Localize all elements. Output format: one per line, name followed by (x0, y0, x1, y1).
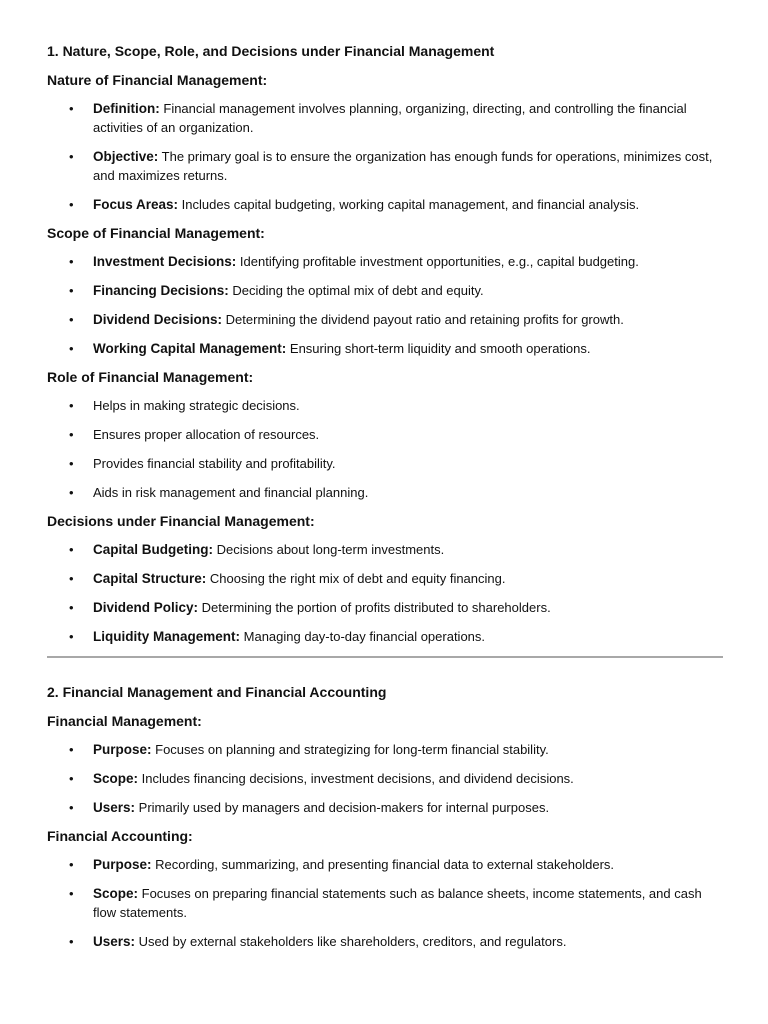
decisions-list (47, 540, 723, 646)
fm-heading: Financial Management: (47, 713, 202, 729)
item-text: Deciding the optimal mix of debt and equity. (232, 283, 484, 298)
list-item (47, 339, 723, 358)
item-text: Includes capital budgeting, working capital management, and financial analysis. (181, 197, 640, 212)
section-2-title: 2. Financial Management and Financial Accounting (47, 684, 387, 700)
list-item (47, 396, 723, 415)
list-item (47, 598, 723, 617)
item-term: Users: (93, 800, 136, 815)
list-item (47, 252, 723, 271)
bullet-icon: • (69, 341, 74, 356)
item-text: Identifying profitable investment opportunities, e.g., capital budgeting. (239, 254, 639, 269)
item-text: Used by external stakeholders like shareholders, creditors, and regulators. (138, 934, 567, 949)
list-item (47, 740, 723, 759)
nature-heading: Nature of Financial Management: (47, 72, 268, 88)
item-text: Focuses on preparing financial statements such as balance sheets, income statements, and cash flow statements. (93, 886, 702, 920)
bullet-icon: • (69, 542, 74, 557)
bullet-icon: • (69, 771, 74, 786)
list-item (47, 147, 723, 185)
item-text: The primary goal is to ensure the organization has enough funds for operations, minimizes cost, and maximizes returns. (93, 149, 713, 183)
list-item (47, 281, 723, 300)
bullet-icon: • (69, 571, 74, 586)
bullet-icon: • (69, 485, 74, 500)
item-term: Users: (93, 934, 136, 949)
item-term: Investment Decisions: (93, 254, 237, 269)
list-item (47, 425, 723, 444)
list-item (47, 99, 723, 137)
item-text: Determining the dividend payout ratio and retaining profits for growth. (225, 312, 624, 327)
role-list (47, 396, 723, 502)
item-text: Financial management involves planning, organizing, directing, and controlling the financial activities of an organization. (93, 101, 687, 135)
bullet-icon: • (69, 629, 74, 644)
list-item (47, 310, 723, 329)
bullet-icon: • (69, 283, 74, 298)
list-item (47, 569, 723, 588)
item-term: Capital Budgeting: (93, 542, 213, 557)
section-divider (47, 656, 723, 658)
bullet-icon: • (69, 886, 74, 901)
item-term: Objective: (93, 149, 159, 164)
item-text: Aids in risk management and financial planning. (93, 485, 369, 500)
item-text: Includes financing decisions, investment decisions, and dividend decisions. (141, 771, 574, 786)
item-text: Primarily used by managers and decision-makers for internal purposes. (138, 800, 550, 815)
item-text: Choosing the right mix of debt and equity financing. (209, 571, 506, 586)
scope-list (47, 252, 723, 358)
item-text: Ensures proper allocation of resources. (93, 427, 320, 442)
list-item (47, 454, 723, 473)
fm-list (47, 740, 723, 817)
bullet-icon: • (69, 456, 74, 471)
item-term: Focus Areas: (93, 197, 179, 212)
bullet-icon: • (69, 934, 74, 949)
bullet-icon: • (69, 742, 74, 757)
bullet-icon: • (69, 254, 74, 269)
list-item (47, 769, 723, 788)
item-term: Purpose: (93, 857, 152, 872)
bullet-icon: • (69, 101, 74, 116)
item-term: Scope: (93, 771, 139, 786)
item-term: Financing Decisions: (93, 283, 229, 298)
list-item (47, 627, 723, 646)
item-text: Helps in making strategic decisions. (93, 398, 300, 413)
item-term: Purpose: (93, 742, 152, 757)
item-text: Decisions about long-term investments. (216, 542, 445, 557)
fa-list (47, 855, 723, 951)
list-item (47, 855, 723, 874)
section-1-title: 1. Nature, Scope, Role, and Decisions under Financial Management (47, 43, 495, 59)
item-text: Determining the portion of profits distributed to shareholders. (201, 600, 551, 615)
list-item (47, 540, 723, 559)
bullet-icon: • (69, 427, 74, 442)
list-item (47, 884, 723, 922)
item-text: Recording, summarizing, and presenting financial data to external stakeholders. (155, 857, 615, 872)
item-term: Scope: (93, 886, 139, 901)
item-text: Provides financial stability and profitability. (93, 456, 336, 471)
bullet-icon: • (69, 800, 74, 815)
item-term: Working Capital Management: (93, 341, 287, 356)
document-page (47, 42, 723, 961)
item-term: Capital Structure: (93, 571, 207, 586)
bullet-icon: • (69, 857, 74, 872)
item-term: Definition: (93, 101, 160, 116)
list-item (47, 932, 723, 951)
list-item (47, 483, 723, 502)
scope-heading: Scope of Financial Management: (47, 225, 265, 241)
item-term: Liquidity Management: (93, 629, 241, 644)
list-item (47, 195, 723, 214)
item-term: Dividend Decisions: (93, 312, 223, 327)
fa-heading: Financial Accounting: (47, 828, 193, 844)
decisions-heading: Decisions under Financial Management: (47, 513, 315, 529)
item-text: Focuses on planning and strategizing for long-term financial stability. (155, 742, 549, 757)
nature-list (47, 99, 723, 214)
bullet-icon: • (69, 600, 74, 615)
bullet-icon: • (69, 149, 74, 164)
bullet-icon: • (69, 398, 74, 413)
bullet-icon: • (69, 197, 74, 212)
role-heading: Role of Financial Management: (47, 369, 254, 385)
bullet-icon: • (69, 312, 74, 327)
item-term: Dividend Policy: (93, 600, 199, 615)
item-text: Ensuring short-term liquidity and smooth operations. (289, 341, 591, 356)
item-text: Managing day-to-day financial operations. (243, 629, 486, 644)
list-item (47, 798, 723, 817)
